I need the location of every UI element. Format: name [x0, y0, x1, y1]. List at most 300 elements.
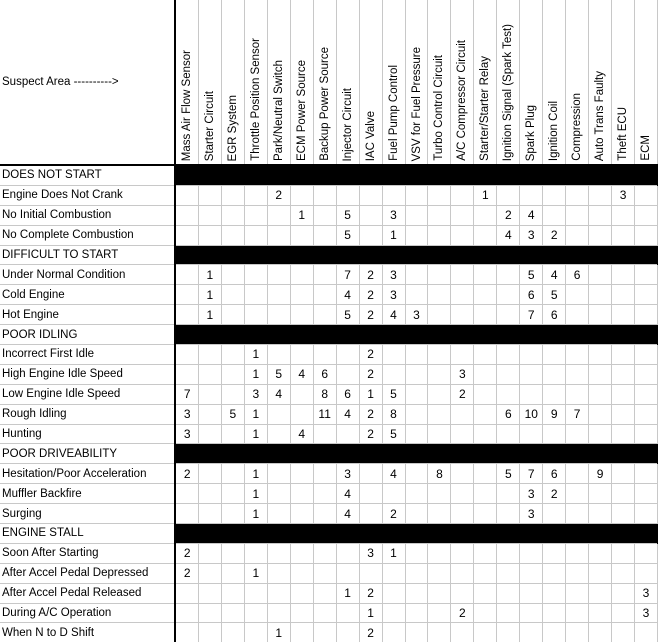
- column-header-label: Auto Trans Faulty: [594, 70, 607, 161]
- priority-cell: 1: [359, 603, 382, 623]
- priority-cell: [221, 424, 244, 444]
- priority-cell: 1: [244, 404, 267, 424]
- priority-cell: [474, 424, 497, 444]
- priority-cell: [290, 603, 313, 623]
- section-black-bar: [175, 165, 657, 185]
- priority-cell: [497, 185, 520, 205]
- priority-cell: [497, 543, 520, 563]
- priority-cell: [382, 603, 405, 623]
- priority-cell: 4: [543, 265, 566, 285]
- priority-cell: [244, 623, 267, 642]
- priority-cell: [543, 563, 566, 583]
- priority-cell: [313, 185, 336, 205]
- column-header-label: Turbo Control Circuit: [433, 55, 446, 161]
- priority-cell: [336, 345, 359, 365]
- symptom-label: No Complete Combustion: [0, 225, 175, 245]
- priority-cell: [635, 185, 658, 205]
- priority-cell: [313, 583, 336, 603]
- priority-cell: [451, 205, 474, 225]
- priority-cell: [520, 563, 543, 583]
- symptom-row: [0, 504, 658, 524]
- priority-cell: [428, 623, 451, 642]
- priority-cell: [566, 384, 589, 404]
- priority-cell: [198, 543, 221, 563]
- priority-cell: [359, 563, 382, 583]
- priority-cell: [198, 484, 221, 504]
- priority-cell: [543, 543, 566, 563]
- priority-cell: [543, 384, 566, 404]
- column-header-label: IAC Valve: [364, 110, 377, 161]
- priority-cell: [428, 185, 451, 205]
- column-header-label: Mass Air Flow Sensor: [181, 49, 194, 161]
- priority-cell: [336, 543, 359, 563]
- priority-cell: [405, 424, 428, 444]
- priority-cell: [359, 484, 382, 504]
- section-header-row: [0, 245, 658, 265]
- priority-cell: [336, 623, 359, 642]
- priority-cell: [566, 543, 589, 563]
- column-header-label: EGR System: [226, 94, 239, 161]
- priority-cell: 3: [451, 364, 474, 384]
- symptom-label: Engine Does Not Crank: [0, 185, 175, 205]
- symptom-row: [0, 424, 658, 444]
- priority-cell: [244, 205, 267, 225]
- priority-cell: 3: [359, 543, 382, 563]
- priority-cell: [267, 563, 290, 583]
- priority-cell: [543, 185, 566, 205]
- priority-cell: 6: [543, 305, 566, 325]
- priority-cell: [359, 225, 382, 245]
- priority-cell: 2: [497, 205, 520, 225]
- priority-cell: [474, 623, 497, 642]
- priority-cell: 3: [382, 265, 405, 285]
- priority-cell: 2: [359, 424, 382, 444]
- priority-cell: [428, 225, 451, 245]
- priority-cell: [175, 305, 198, 325]
- priority-cell: [313, 484, 336, 504]
- priority-cell: [336, 424, 359, 444]
- priority-cell: [198, 623, 221, 642]
- priority-cell: [566, 305, 589, 325]
- section-black-bar: [175, 245, 657, 265]
- priority-cell: [313, 305, 336, 325]
- priority-cell: 6: [543, 464, 566, 484]
- priority-cell: [175, 484, 198, 504]
- priority-cell: 2: [359, 265, 382, 285]
- priority-cell: 2: [451, 603, 474, 623]
- priority-cell: [382, 583, 405, 603]
- symptom-row: [0, 285, 658, 305]
- priority-cell: [290, 285, 313, 305]
- priority-cell: [474, 345, 497, 365]
- priority-cell: 4: [267, 384, 290, 404]
- priority-cell: 1: [244, 345, 267, 365]
- priority-cell: [428, 484, 451, 504]
- priority-cell: [566, 484, 589, 504]
- column-header-cell: [589, 0, 612, 165]
- priority-cell: 3: [520, 225, 543, 245]
- priority-cell: [359, 185, 382, 205]
- priority-cell: [313, 464, 336, 484]
- priority-cell: [520, 185, 543, 205]
- priority-cell: [612, 404, 635, 424]
- priority-cell: [198, 205, 221, 225]
- priority-cell: [405, 603, 428, 623]
- priority-cell: [612, 603, 635, 623]
- priority-cell: [336, 185, 359, 205]
- column-header-label: Starter Circuit: [203, 90, 216, 161]
- priority-cell: [382, 484, 405, 504]
- priority-cell: 1: [382, 543, 405, 563]
- priority-cell: [612, 364, 635, 384]
- column-header-label: VSV for Fuel Pressure: [410, 46, 423, 161]
- priority-cell: [313, 225, 336, 245]
- priority-cell: 2: [175, 464, 198, 484]
- priority-cell: [497, 384, 520, 404]
- priority-cell: [221, 205, 244, 225]
- priority-cell: [267, 305, 290, 325]
- priority-cell: [267, 603, 290, 623]
- symptom-row: [0, 603, 658, 623]
- priority-cell: [474, 404, 497, 424]
- symptom-label: Hot Engine: [0, 305, 175, 325]
- column-header-label: Throttle Position Sensor: [249, 38, 262, 161]
- priority-cell: [635, 484, 658, 504]
- priority-cell: [175, 265, 198, 285]
- priority-cell: [267, 205, 290, 225]
- priority-cell: [566, 364, 589, 384]
- priority-cell: 4: [382, 464, 405, 484]
- priority-cell: [543, 623, 566, 642]
- priority-cell: [428, 563, 451, 583]
- priority-cell: 2: [175, 563, 198, 583]
- priority-cell: [612, 285, 635, 305]
- priority-cell: [198, 504, 221, 524]
- priority-cell: [497, 563, 520, 583]
- priority-cell: [635, 623, 658, 642]
- priority-cell: 3: [520, 504, 543, 524]
- priority-cell: [290, 464, 313, 484]
- priority-cell: [405, 623, 428, 642]
- priority-cell: [428, 305, 451, 325]
- priority-cell: 6: [313, 364, 336, 384]
- priority-cell: [451, 305, 474, 325]
- priority-cell: [290, 563, 313, 583]
- priority-cell: [221, 623, 244, 642]
- priority-cell: [198, 345, 221, 365]
- priority-cell: 5: [336, 305, 359, 325]
- priority-cell: [635, 424, 658, 444]
- priority-cell: [244, 543, 267, 563]
- priority-cell: [566, 205, 589, 225]
- symptom-label: Surging: [0, 504, 175, 524]
- suspect-area-label: Suspect Area ---------->: [2, 76, 119, 88]
- priority-cell: 1: [382, 225, 405, 245]
- priority-cell: 2: [175, 543, 198, 563]
- priority-cell: [635, 504, 658, 524]
- priority-cell: 4: [336, 484, 359, 504]
- priority-cell: [244, 583, 267, 603]
- priority-cell: [221, 364, 244, 384]
- priority-cell: [221, 583, 244, 603]
- priority-cell: 6: [497, 404, 520, 424]
- priority-cell: [198, 464, 221, 484]
- section-header-row: [0, 444, 658, 464]
- priority-cell: [543, 345, 566, 365]
- priority-cell: [290, 623, 313, 642]
- column-header-label: ECM Power Source: [295, 60, 308, 161]
- priority-cell: [428, 345, 451, 365]
- priority-cell: [221, 285, 244, 305]
- priority-cell: [405, 265, 428, 285]
- priority-cell: [428, 603, 451, 623]
- priority-cell: 4: [290, 364, 313, 384]
- priority-cell: [520, 543, 543, 563]
- priority-cell: [405, 543, 428, 563]
- column-header-label: Fuel Pump Control: [387, 65, 400, 161]
- priority-cell: [520, 583, 543, 603]
- priority-cell: 3: [382, 285, 405, 305]
- priority-cell: [451, 345, 474, 365]
- priority-cell: [198, 364, 221, 384]
- symptom-label: After Accel Pedal Depressed: [0, 563, 175, 583]
- section-title: ENGINE STALL: [0, 524, 175, 544]
- priority-cell: [290, 404, 313, 424]
- priority-cell: [566, 623, 589, 642]
- priority-cell: 4: [336, 404, 359, 424]
- priority-cell: [290, 583, 313, 603]
- priority-cell: [474, 285, 497, 305]
- priority-cell: [589, 305, 612, 325]
- priority-cell: [612, 504, 635, 524]
- priority-cell: 3: [405, 305, 428, 325]
- priority-cell: [497, 424, 520, 444]
- column-header-cell: [313, 0, 336, 165]
- column-header-row: [0, 0, 658, 165]
- priority-cell: [175, 285, 198, 305]
- priority-cell: [198, 384, 221, 404]
- priority-cell: [474, 583, 497, 603]
- priority-cell: [589, 205, 612, 225]
- priority-cell: [290, 225, 313, 245]
- section-header-row: [0, 325, 658, 345]
- column-header-cell: [474, 0, 497, 165]
- priority-cell: 5: [543, 285, 566, 305]
- priority-cell: [451, 404, 474, 424]
- priority-cell: 9: [543, 404, 566, 424]
- priority-cell: 5: [382, 384, 405, 404]
- priority-cell: [612, 623, 635, 642]
- priority-cell: [589, 543, 612, 563]
- symptom-label: Hesitation/Poor Acceleration: [0, 464, 175, 484]
- priority-cell: [405, 583, 428, 603]
- priority-cell: [428, 265, 451, 285]
- column-header-label: Ignition Coil: [548, 100, 561, 161]
- priority-cell: [451, 543, 474, 563]
- priority-cell: [198, 603, 221, 623]
- column-header-label: Injector Circuit: [341, 87, 354, 161]
- priority-cell: [198, 563, 221, 583]
- priority-cell: [267, 543, 290, 563]
- priority-cell: [175, 364, 198, 384]
- priority-cell: [221, 185, 244, 205]
- priority-cell: [543, 603, 566, 623]
- priority-cell: [451, 185, 474, 205]
- priority-cell: [589, 504, 612, 524]
- column-header-cell: [497, 0, 520, 165]
- priority-cell: [221, 305, 244, 325]
- priority-cell: 11: [313, 404, 336, 424]
- priority-cell: 2: [359, 345, 382, 365]
- priority-cell: [244, 285, 267, 305]
- priority-cell: 10: [520, 404, 543, 424]
- priority-cell: [382, 345, 405, 365]
- priority-cell: [543, 583, 566, 603]
- column-header-cell: [428, 0, 451, 165]
- priority-cell: [543, 364, 566, 384]
- priority-cell: [290, 484, 313, 504]
- priority-cell: [635, 205, 658, 225]
- symptom-row: [0, 404, 658, 424]
- priority-cell: 3: [635, 603, 658, 623]
- priority-cell: [566, 583, 589, 603]
- priority-cell: 5: [336, 225, 359, 245]
- column-header-cell: [290, 0, 313, 165]
- priority-cell: [474, 225, 497, 245]
- priority-cell: [405, 504, 428, 524]
- priority-cell: [589, 364, 612, 384]
- priority-cell: [313, 603, 336, 623]
- section-title: POOR DRIVEABILITY: [0, 444, 175, 464]
- priority-cell: [428, 543, 451, 563]
- priority-cell: 3: [336, 464, 359, 484]
- priority-cell: 1: [244, 364, 267, 384]
- priority-cell: [405, 205, 428, 225]
- priority-cell: [290, 543, 313, 563]
- priority-cell: 1: [474, 185, 497, 205]
- priority-cell: 1: [198, 265, 221, 285]
- priority-cell: [612, 225, 635, 245]
- priority-cell: 1: [244, 484, 267, 504]
- priority-cell: [428, 364, 451, 384]
- priority-cell: [497, 504, 520, 524]
- priority-cell: [221, 225, 244, 245]
- priority-cell: [290, 384, 313, 404]
- priority-cell: [451, 563, 474, 583]
- priority-cell: 3: [244, 384, 267, 404]
- column-header-label: ECM: [640, 135, 653, 161]
- priority-cell: [267, 464, 290, 484]
- priority-cell: 1: [244, 464, 267, 484]
- section-header-row: [0, 165, 658, 185]
- column-header-label: Starter/Starter Relay: [479, 56, 492, 161]
- section-title: DIFFICULT TO START: [0, 245, 175, 265]
- priority-cell: [267, 484, 290, 504]
- priority-cell: [635, 345, 658, 365]
- priority-cell: [405, 404, 428, 424]
- column-header-cell: [405, 0, 428, 165]
- priority-cell: 2: [359, 623, 382, 642]
- priority-cell: [520, 424, 543, 444]
- priority-cell: [589, 404, 612, 424]
- priority-cell: 6: [520, 285, 543, 305]
- priority-cell: [428, 205, 451, 225]
- symptom-label: Incorrect First Idle: [0, 345, 175, 365]
- priority-cell: [336, 364, 359, 384]
- priority-cell: [497, 345, 520, 365]
- priority-cell: [221, 265, 244, 285]
- priority-cell: [382, 185, 405, 205]
- column-header-cell: [520, 0, 543, 165]
- column-header-label: Compression: [571, 93, 584, 161]
- priority-cell: 7: [520, 464, 543, 484]
- symptom-label: Rough Idling: [0, 404, 175, 424]
- priority-cell: [175, 345, 198, 365]
- priority-cell: [474, 603, 497, 623]
- priority-cell: [428, 404, 451, 424]
- priority-cell: 2: [382, 504, 405, 524]
- priority-cell: [336, 563, 359, 583]
- priority-cell: [313, 543, 336, 563]
- priority-cell: [635, 404, 658, 424]
- priority-cell: [474, 484, 497, 504]
- priority-cell: [635, 265, 658, 285]
- priority-cell: [451, 225, 474, 245]
- priority-cell: 1: [290, 205, 313, 225]
- priority-cell: 3: [382, 205, 405, 225]
- priority-cell: [221, 484, 244, 504]
- priority-cell: [589, 484, 612, 504]
- priority-cell: [267, 225, 290, 245]
- symptom-row: [0, 484, 658, 504]
- priority-cell: [313, 563, 336, 583]
- priority-cell: [198, 185, 221, 205]
- priority-cell: [290, 345, 313, 365]
- priority-cell: [566, 185, 589, 205]
- priority-cell: 4: [290, 424, 313, 444]
- priority-cell: [221, 504, 244, 524]
- priority-cell: [405, 384, 428, 404]
- priority-cell: [520, 623, 543, 642]
- column-header-label: A/C Compressor Circuit: [456, 40, 469, 161]
- priority-cell: 1: [359, 384, 382, 404]
- priority-cell: 1: [198, 285, 221, 305]
- section-black-bar: [175, 325, 657, 345]
- priority-cell: [451, 623, 474, 642]
- priority-cell: [451, 424, 474, 444]
- priority-cell: [566, 464, 589, 484]
- priority-cell: [612, 464, 635, 484]
- symptom-row: [0, 364, 658, 384]
- priority-cell: [221, 543, 244, 563]
- priority-cell: [497, 583, 520, 603]
- column-header-cell: [566, 0, 589, 165]
- column-header-cell: [267, 0, 290, 165]
- symptom-row: [0, 623, 658, 642]
- priority-cell: 1: [198, 305, 221, 325]
- column-header-cell: [359, 0, 382, 165]
- priority-cell: [566, 225, 589, 245]
- priority-cell: [635, 464, 658, 484]
- priority-cell: [428, 424, 451, 444]
- priority-cell: [221, 603, 244, 623]
- priority-cell: [566, 504, 589, 524]
- priority-cell: [474, 265, 497, 285]
- priority-cell: [566, 563, 589, 583]
- priority-cell: 2: [267, 185, 290, 205]
- column-header-cell: [635, 0, 658, 165]
- priority-cell: [359, 504, 382, 524]
